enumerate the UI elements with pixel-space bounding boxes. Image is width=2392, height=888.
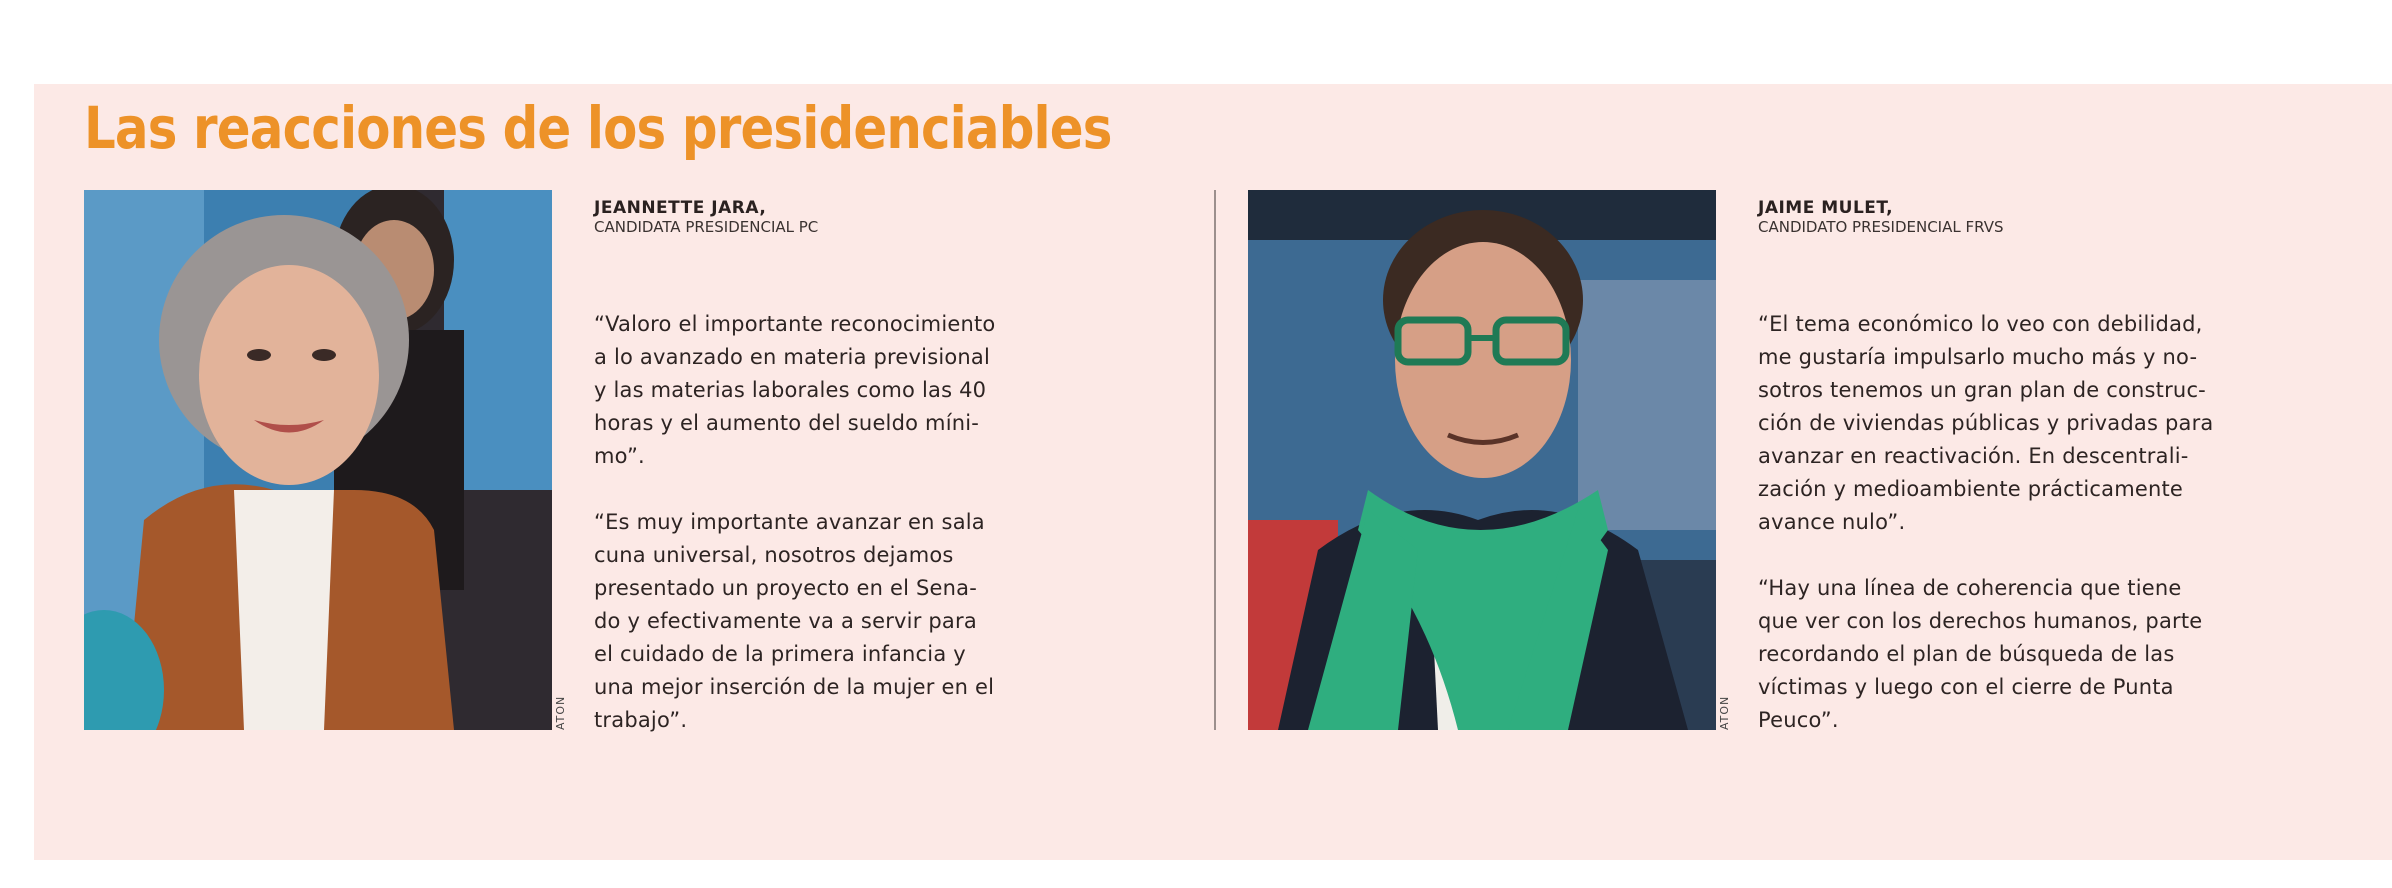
candidate-role: CANDIDATA PRESIDENCIAL PC <box>594 218 819 236</box>
candidate-name: JEANNETTE JARA, <box>594 198 767 218</box>
quote-paragraph-2: “Hay una línea de coherencia que tiene que ver con los derechos humanos, parte recordando el plan de búsqueda de las víctimas y luego con el cierre de Punta Peuco”. <box>1758 576 2203 732</box>
column-divider <box>1214 190 1216 730</box>
candidate-role: CANDIDATO PRESIDENCIAL FRVS <box>1758 218 2004 236</box>
article-headline: Las reacciones de los presidenciables <box>84 94 1112 162</box>
quote-paragraph-1: “El tema económico lo veo con debilidad, me gustaría impulsarlo mucho más y no- sotros tenemos un gran plan de construc- ción de viviendas públicas y privadas para avanzar en reactivación. En descentrali- zación y medioambiente prácticamente avance nulo”. <box>1758 312 2214 534</box>
candidate-text-jara <box>594 198 1064 770</box>
quote-paragraph-2: “Es muy importante avanzar en sala cuna universal, nosotros dejamos presentado un proyecto en el Sena- do y efectivamente va a servir para el cuidado de la primera infancia y una mejor inserción de la mujer en el trabajo”. <box>594 510 995 732</box>
candidate-quote <box>594 275 1064 770</box>
quote-paragraph-1: “Valoro el importante reconocimiento a lo avanzado en materia previsional y las materias laborales como las 40 horas y el aumento del sueldo míni- mo”. <box>594 312 996 468</box>
candidate-photo-jara <box>84 190 552 730</box>
candidate-name: JAIME MULET, <box>1758 198 1894 218</box>
candidate-photo-mulet <box>1248 190 1716 730</box>
photo-credit-mulet: ATON <box>1718 695 1731 730</box>
candidate-quote <box>1758 275 2228 770</box>
article-panel <box>34 84 2392 860</box>
photo-credit-jara: ATON <box>554 695 567 730</box>
candidate-text-mulet <box>1758 198 2228 770</box>
